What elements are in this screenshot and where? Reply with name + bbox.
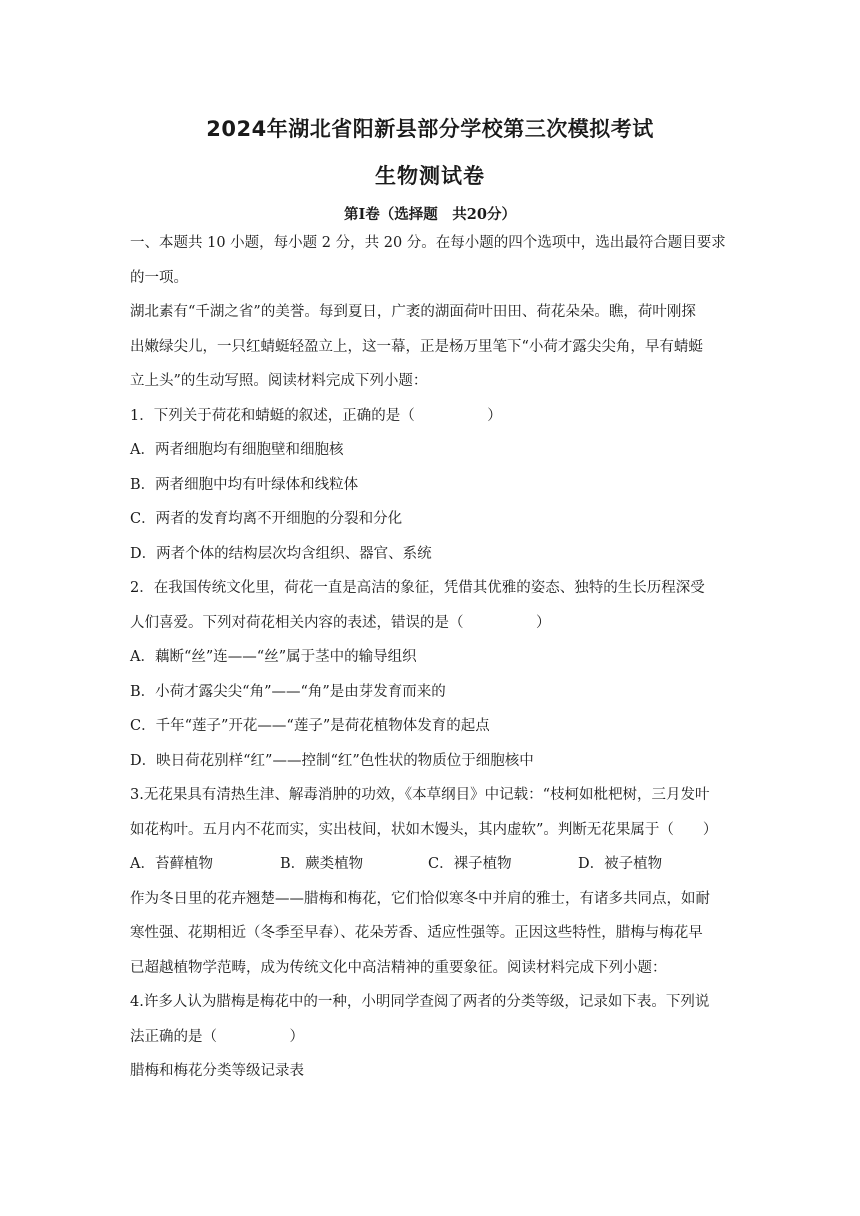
option-line: C．两者的发育均离不开细胞的分裂和分化	[130, 511, 403, 527]
option-b: B．蕨类植物	[280, 856, 364, 872]
option-line: D．映日荷花别样“红”——控制“红”色性状的物质位于细胞核中	[130, 752, 534, 769]
option-line: B．两者细胞中均有叶绿体和线粒体	[130, 476, 359, 493]
material-line: 湖北素有“千湖之省”的美誉。每到夏日，广袤的湖面荷叶田田、荷花朵朵。瞧，荷叶刚探	[130, 304, 696, 320]
option-line: A．两者细胞均有细胞壁和细胞核	[130, 442, 344, 458]
option-line: B．小荷才露尖尖“角”——“角”是由芽发育而来的	[130, 683, 446, 700]
question-2: 2．在我国传统文化里，荷花一直是高洁的象征，凭借其优雅的姿态、独特的生长历程深受	[130, 580, 705, 596]
material-line: 立上头”的生动写照。阅读材料完成下列小题：	[130, 373, 428, 389]
question-4: 4.许多人认为腊梅是梅花中的一种，小明同学查阅了两者的分类等级，记录如下表。下列说	[130, 994, 710, 1010]
material-line: 已超越植物学范畴，成为传统文化中高洁精神的重要象征。阅读材料完成下列小题：	[130, 959, 667, 976]
option-line: C．千年“莲子”开花——“莲子”是荷花植物体发育的起点	[130, 718, 490, 734]
table-caption: 腊梅和梅花分类等级记录表	[130, 1063, 304, 1079]
option-d: D．被子植物	[578, 856, 663, 872]
option-a: A．苔藓植物	[130, 856, 213, 872]
material-line: 作为冬日里的花卉翘楚——腊梅和梅花，它们恰似寒冬中并肩的雅士，有诸多共同点，如耐	[130, 890, 710, 907]
question-4-cont: 法正确的是（ ）	[130, 1028, 304, 1045]
option-c: C．裸子植物	[428, 856, 512, 872]
exam-subtitle: 生物测试卷	[375, 164, 485, 188]
instructions-line: 一、本题共 10 小题，每小题 2 分，共 20 分。在每小题的四个选项中，选出最符合题目要求	[130, 235, 726, 251]
section-heading: 第Ⅰ卷（选择题 共20分）	[344, 206, 516, 223]
option-line: D．两者个体的结构层次均含组织、器官、系统	[130, 545, 432, 562]
material-line: 寒性强、花期相近（冬季至早春）、花朵芳香、适应性强等。正因这些特性，腊梅与梅花早	[130, 925, 703, 941]
question-2-cont: 人们喜爱。下列对荷花相关内容的表述，错误的是（ ）	[130, 614, 551, 631]
question-1: 1．下列关于荷花和蜻蜓的叙述，正确的是（ ）	[130, 407, 502, 424]
question-3: 3.无花果具有清热生津、解毒消肿的功效，《本草纲目》中记载：“枝柯如枇杷树，三月发叶	[130, 787, 710, 803]
question-3-options	[130, 847, 734, 882]
material-line: 出嫩绿尖儿，一只红蜻蜓轻盈立上，这一幕，正是杨万里笔下“小荷才露尖尖角，早有蜻蜓	[130, 338, 703, 355]
exam-body	[130, 226, 734, 1089]
exam-title: 2024年湖北省阳新县部分学校第三次模拟考试	[206, 117, 654, 141]
option-line: A．藕断“丝”连——“丝”属于茎中的输导组织	[130, 649, 417, 665]
question-3-cont: 如花构叶。五月内不花而实，实出枝间，状如木馒头，其内虚软”。判断无花果属于（ ）	[130, 821, 718, 838]
instructions-line: 的一项。	[130, 269, 188, 286]
